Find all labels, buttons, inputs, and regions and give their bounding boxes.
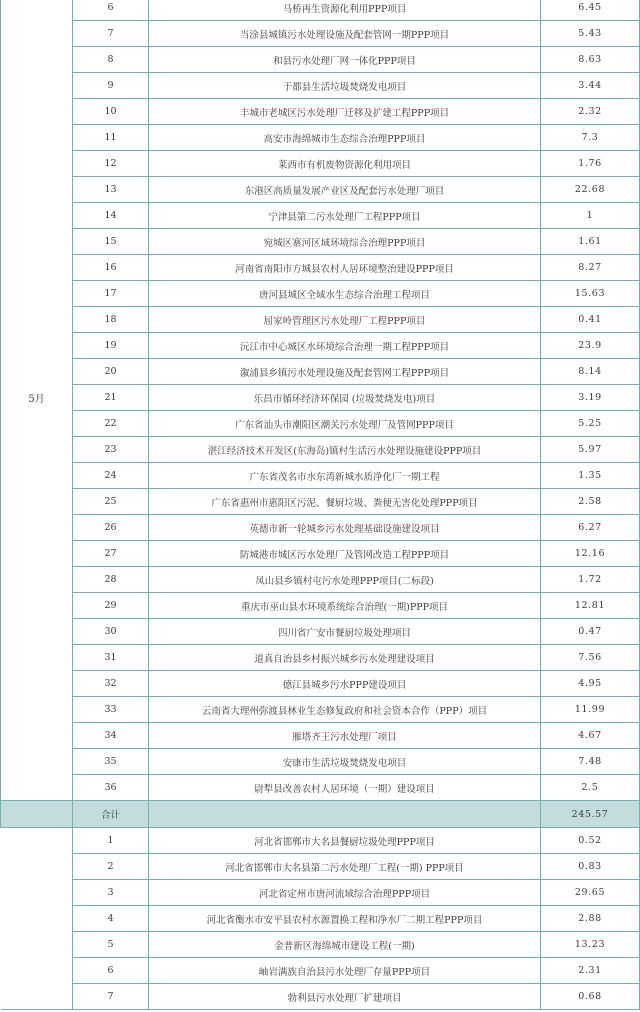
month-cell-next (1, 828, 73, 1010)
project-name: 云南省大理州弥渡县林业生态修复政府和社会资本合作（PPP）项目 (149, 697, 541, 723)
project-name: 当涂县城镇污水处理设施及配套管网一期PPP项目 (149, 21, 541, 47)
row-number: 22 (73, 411, 149, 437)
table-row (1, 0, 640, 21)
project-name: 广东省茂名市水东湾新城水质净化厂一期工程 (149, 463, 541, 489)
investment-amount: 6.45 (541, 0, 640, 21)
investment-amount: 8.14 (541, 359, 640, 385)
investment-amount: 5.43 (541, 21, 640, 47)
table-row (1, 203, 640, 229)
investment-amount: 8.63 (541, 47, 640, 73)
project-name: 高安市海绵城市生态综合治理PPP项目 (149, 125, 541, 151)
table-row (1, 333, 640, 359)
investment-amount: 7.48 (541, 749, 640, 775)
investment-amount: 0.52 (541, 828, 640, 854)
row-number: 24 (73, 463, 149, 489)
table-row (1, 73, 640, 99)
total-label: 合计 (73, 801, 149, 828)
row-number: 6 (73, 0, 149, 21)
ppp-project-table-body (1, 0, 640, 1010)
table-row (1, 125, 640, 151)
project-name: 岫岩满族自治县污水处理厂存量PPP项目 (149, 958, 541, 984)
row-number: 20 (73, 359, 149, 385)
row-number: 6 (73, 958, 149, 984)
table-row (1, 255, 640, 281)
table-row (1, 307, 640, 333)
investment-amount: 0.83 (541, 854, 640, 880)
project-name: 英德市新一轮城乡污水处理基础设施建设项目 (149, 515, 541, 541)
table-row (1, 463, 640, 489)
row-number: 7 (73, 21, 149, 47)
investment-amount: 4.67 (541, 723, 640, 749)
project-name: 河北省邯郸市大名县第二污水处理厂工程(一期) PPP项目 (149, 854, 541, 880)
project-name: 沅江市中心城区水环境综合治理一期工程PPP项目 (149, 333, 541, 359)
investment-amount: 2.31 (541, 958, 640, 984)
project-name: 金普新区海绵城市建设工程(一期) (149, 932, 541, 958)
project-name: 河北省邯郸市大名县餐厨垃圾处理PPP项目 (149, 828, 541, 854)
table-row (1, 906, 640, 932)
table-row (1, 567, 640, 593)
project-name: 马桥再生资源化利用PPP项目 (149, 0, 541, 21)
total-amount: 245.57 (541, 801, 640, 828)
investment-amount: 12.81 (541, 593, 640, 619)
row-number: 16 (73, 255, 149, 281)
investment-amount: 1.61 (541, 229, 640, 255)
row-number: 21 (73, 385, 149, 411)
investment-amount: 13.23 (541, 932, 640, 958)
table-row (1, 411, 640, 437)
row-number: 27 (73, 541, 149, 567)
project-name: 尉犁县改善农村人居环境（一期）建设项目 (149, 775, 541, 801)
table-row (1, 775, 640, 801)
row-number: 26 (73, 515, 149, 541)
row-number: 35 (73, 749, 149, 775)
table-row (1, 593, 640, 619)
project-name: 凤山县乡镇村屯污水处理PPP项目(二标段) (149, 567, 541, 593)
investment-amount: 0.41 (541, 307, 640, 333)
table-row (1, 645, 640, 671)
row-number: 17 (73, 281, 149, 307)
row-number: 15 (73, 229, 149, 255)
row-number: 1 (73, 828, 149, 854)
total-row (1, 801, 640, 828)
row-number: 3 (73, 880, 149, 906)
investment-amount: 2.5 (541, 775, 640, 801)
row-number: 23 (73, 437, 149, 463)
row-number: 9 (73, 73, 149, 99)
row-number: 2 (73, 854, 149, 880)
project-name: 重庆市巫山县水环境系统综合治理(一期)PPP项目 (149, 593, 541, 619)
investment-amount: 4.95 (541, 671, 640, 697)
table-row (1, 385, 640, 411)
project-name: 勃利县污水处理厂扩建项目 (149, 984, 541, 1010)
project-name: 于都县生活垃圾焚烧发电项目 (149, 73, 541, 99)
investment-amount: 1.72 (541, 567, 640, 593)
row-number: 5 (73, 932, 149, 958)
investment-amount: 8.27 (541, 255, 640, 281)
table-row (1, 177, 640, 203)
table-row (1, 671, 640, 697)
row-number: 7 (73, 984, 149, 1010)
project-name: 防城港市城区污水处理厂及管网改造工程PPP项目 (149, 541, 541, 567)
project-name: 安康市生活垃圾焚烧发电项目 (149, 749, 541, 775)
row-number: 19 (73, 333, 149, 359)
table-row (1, 99, 640, 125)
project-name: 宛城区寨河区域环境综合治理PPP项目 (149, 229, 541, 255)
row-number: 29 (73, 593, 149, 619)
row-number: 25 (73, 489, 149, 515)
month-cell: 5月 (1, 0, 73, 801)
investment-amount: 1.76 (541, 151, 640, 177)
table-row (1, 984, 640, 1010)
project-name: 广东省汕头市潮阳区潮关污水处理厂及管网PPP项目 (149, 411, 541, 437)
project-name: 宁津县第二污水处理厂工程PPP项目 (149, 203, 541, 229)
project-name: 道真自治县乡村振兴城乡污水处理建设项目 (149, 645, 541, 671)
investment-amount: 7.3 (541, 125, 640, 151)
investment-amount: 23.9 (541, 333, 640, 359)
row-number: 11 (73, 125, 149, 151)
table-row (1, 880, 640, 906)
project-name: 德江县城乡污水PPP建设项目 (149, 671, 541, 697)
table-row (1, 723, 640, 749)
investment-amount: 7.56 (541, 645, 640, 671)
investment-amount: 6.27 (541, 515, 640, 541)
investment-amount: 3.44 (541, 73, 640, 99)
investment-amount: 15.63 (541, 281, 640, 307)
table-row (1, 489, 640, 515)
project-name: 湛江经济技术开发区(东海岛)镇村生活污水处理设施建设PPP项目 (149, 437, 541, 463)
row-number: 14 (73, 203, 149, 229)
project-name: 河南省南阳市方城县农村人居环境整治建设PPP项目 (149, 255, 541, 281)
project-name: 和县污水处理厂网一体化PPP项目 (149, 47, 541, 73)
row-number: 12 (73, 151, 149, 177)
project-name: 河北省衡水市安平县农村水源置换工程和净水厂二期工程PPP项目 (149, 906, 541, 932)
project-name: 唐河县城区全域水生态综合治理工程项目 (149, 281, 541, 307)
project-name: 乐昌市循环经济环保园 (垃圾焚烧发电)项目 (149, 385, 541, 411)
table-row (1, 932, 640, 958)
table-row (1, 229, 640, 255)
investment-amount: 5.97 (541, 437, 640, 463)
table-row (1, 749, 640, 775)
total-name-cell (149, 801, 541, 828)
row-number: 8 (73, 47, 149, 73)
project-name: 广东省惠州市惠阳区污泥、餐厨垃圾、粪便无害化处理PPP项目 (149, 489, 541, 515)
project-name: 莱西市有机废物资源化利用项目 (149, 151, 541, 177)
investment-amount: 12.16 (541, 541, 640, 567)
row-number: 32 (73, 671, 149, 697)
table-row (1, 619, 640, 645)
row-number: 28 (73, 567, 149, 593)
row-number: 4 (73, 906, 149, 932)
table-row (1, 541, 640, 567)
project-name: 河北省定州市唐河流域综合治理PPP项目 (149, 880, 541, 906)
investment-amount: 0.47 (541, 619, 640, 645)
investment-amount: 22.68 (541, 177, 640, 203)
investment-amount: 2.32 (541, 99, 640, 125)
row-number: 18 (73, 307, 149, 333)
table-row (1, 515, 640, 541)
table-row (1, 958, 640, 984)
table-row (1, 437, 640, 463)
table-row (1, 854, 640, 880)
row-number: 30 (73, 619, 149, 645)
row-number: 34 (73, 723, 149, 749)
table-row (1, 21, 640, 47)
row-number: 10 (73, 99, 149, 125)
project-name: 屈家岭管理区污水处理厂工程PPP项目 (149, 307, 541, 333)
table-row (1, 359, 640, 385)
project-name: 东港区高质量发展产业区及配套污水处理厂项目 (149, 177, 541, 203)
project-name: 溆浦县乡镇污水处理设施及配套管网工程PPP项目 (149, 359, 541, 385)
row-number: 36 (73, 775, 149, 801)
table-row (1, 47, 640, 73)
table-row (1, 281, 640, 307)
row-number: 13 (73, 177, 149, 203)
project-name: 四川省广安市餐厨垃圾处理项目 (149, 619, 541, 645)
total-leading-cell (1, 801, 73, 828)
investment-amount: 5.25 (541, 411, 640, 437)
table-row (1, 697, 640, 723)
project-name: 丰城市老城区污水处理厂迁移及扩建工程PPP项目 (149, 99, 541, 125)
table-row (1, 151, 640, 177)
investment-amount: 11.99 (541, 697, 640, 723)
investment-amount: 0.68 (541, 984, 640, 1010)
row-number: 31 (73, 645, 149, 671)
investment-amount: 2.88 (541, 906, 640, 932)
table-row (1, 828, 640, 854)
project-name: 雁塔齐王污水处理厂项目 (149, 723, 541, 749)
investment-amount: 29.65 (541, 880, 640, 906)
investment-amount: 3.19 (541, 385, 640, 411)
investment-amount: 2.58 (541, 489, 640, 515)
investment-amount: 1.35 (541, 463, 640, 489)
investment-amount: 1 (541, 203, 640, 229)
row-number: 33 (73, 697, 149, 723)
